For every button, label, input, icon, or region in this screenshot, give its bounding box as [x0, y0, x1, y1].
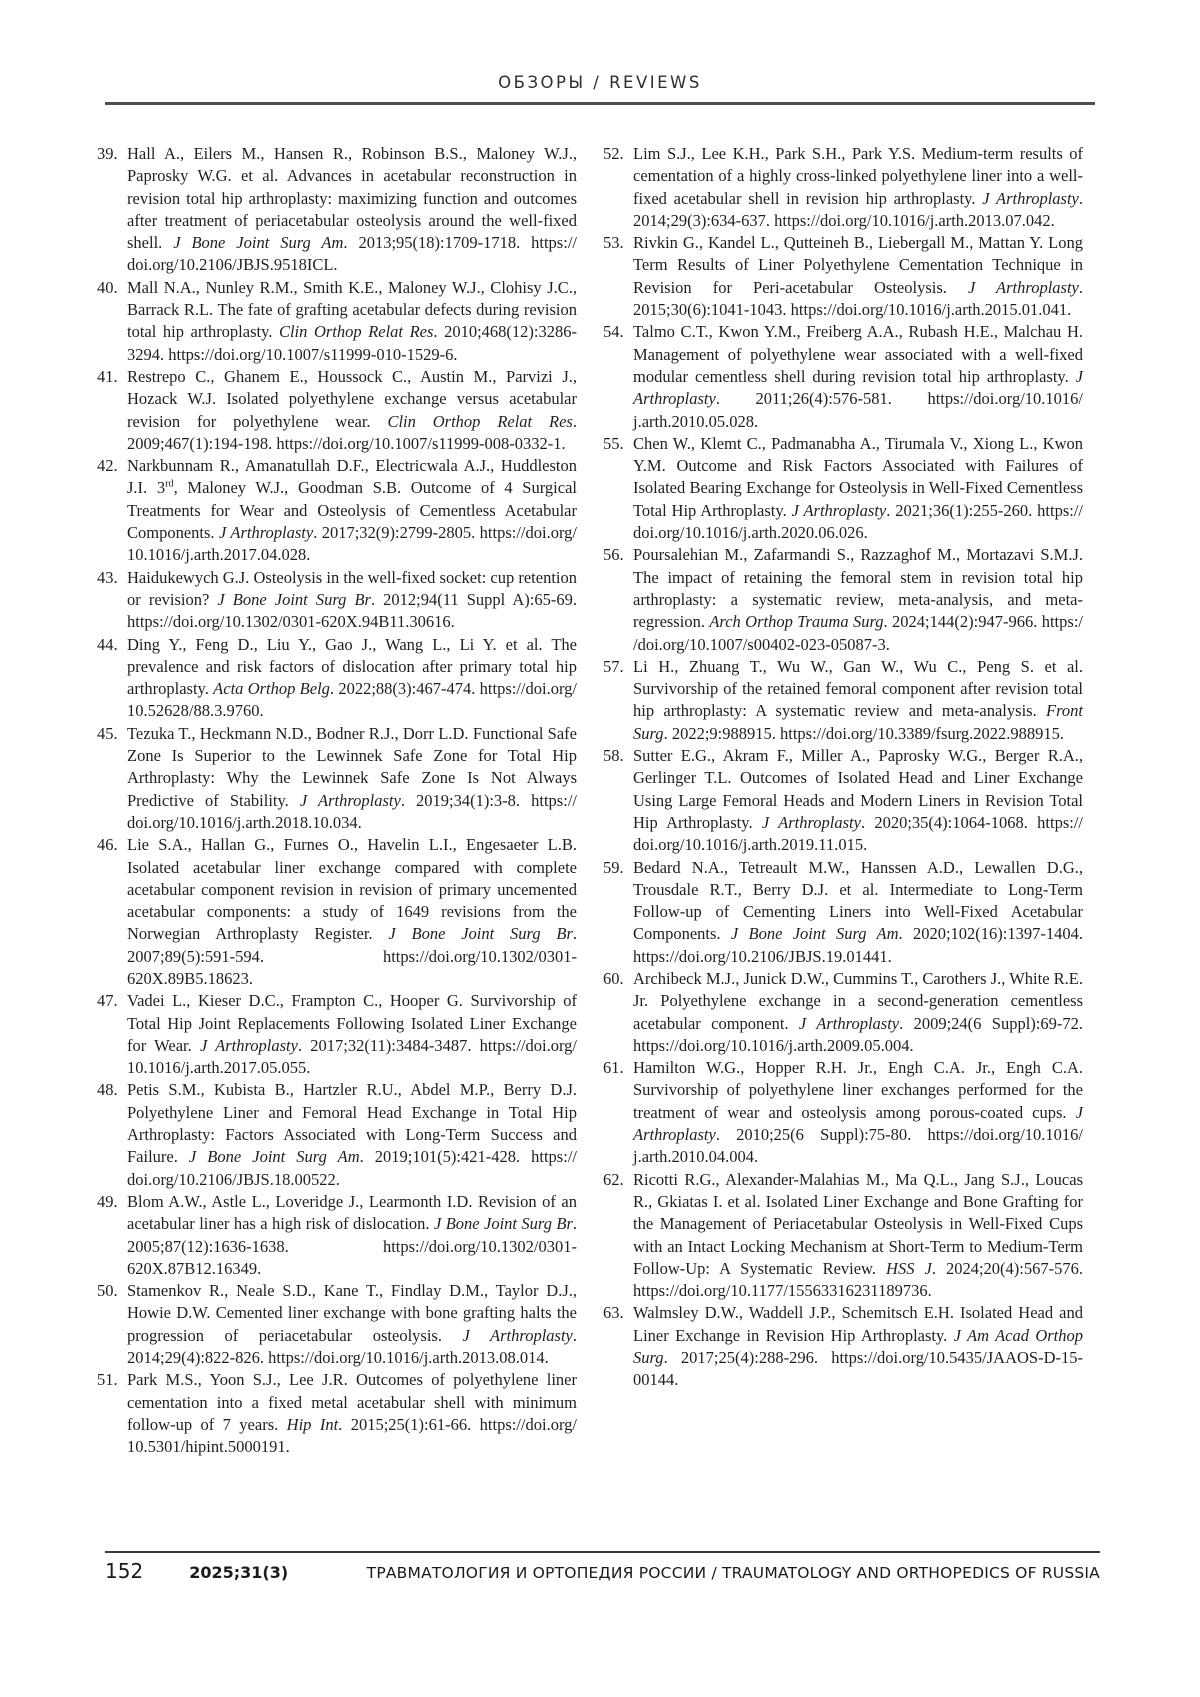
- reference-text: Hamilton W.G., Hopper R.H. Jr., Engh C.A. Jr., Engh C.A. Survivorship of polyethylene liner exchanges performed for the treatment of wear and osteolysis among porous-coated cups. J Arthroplasty. 2010;25(6 Suppl):75-80. https:/​/​doi.org/​10.1016/​j.arth.2010.04.004.: [633, 1058, 1083, 1167]
- reference-number: 45.: [97, 723, 118, 743]
- reference-text: Restrepo C., Ghanem E., Houssock C., Austin M., Parvizi J., Hozack W.J. Isolated polyethylene exchange versus acetabular revision for polyethylene wear. Clin Orthop Relat Res. 2009;467(1):194-198. https:/​/​doi.org/​10.1007/​s11999-008-0332-1.: [127, 366, 577, 453]
- reference-item: [603, 745, 1083, 856]
- reference-item: [97, 455, 577, 566]
- page-header: [0, 0, 1200, 93]
- reference-number: 55.: [603, 433, 624, 453]
- reference-text: Poursalehian M., Zafarmandi S., Razzaghof M., Mortazavi S.M.J. The impact of retaining the femoral stem in revision total hip arthroplasty: a systematic review, meta-analysis, and meta-regression. Arch Orthop Trauma Surg. 2024;144(2):947-966. https:/​/​doi.org/​10.1007/​s00402-023-05087-3.: [633, 545, 1083, 654]
- reference-number: 54.: [603, 322, 624, 342]
- reference-number: 40.: [97, 277, 118, 297]
- reference-item: [603, 433, 1083, 544]
- reference-number: 62.: [603, 1169, 624, 1189]
- reference-number: 56.: [603, 545, 624, 565]
- references-right-column: [603, 143, 1083, 1459]
- reference-item: [97, 277, 577, 366]
- reference-number: 49.: [97, 1191, 118, 1211]
- reference-number: 59.: [603, 857, 624, 877]
- reference-item: [603, 232, 1083, 321]
- reference-text: Tezuka T., Heckmann N.D., Bodner R.J., Dorr L.D. Functional Safe Zone Is Superior to the Lewinnek Safe Zone for Total Hip Arthroplasty: Why the Lewinnek Safe Zone Is Not Always Predictive of Stability. J Arthroplasty. 2019;34(1):3-8. https:/​/​doi.org/​10.1016/​j.arth.2018.10.034.: [127, 723, 577, 832]
- reference-text: Lie S.A., Hallan G., Furnes O., Havelin L.I., Engesaeter L.B. Isolated acetabular liner exchange compared with complete acetabular component revision in revision of primary uncemented acetabular components: a study of 1649 revisions from the Norwegian Arthroplasty Register. J Bone Joint Surg Br. 2007;89(5):591-594. https:/​/​doi.org/​10.1302/​0301-620X.89B5.18623.: [127, 835, 577, 988]
- issue-label: 2025;31(3): [189, 1563, 289, 1582]
- reference-number: 57.: [603, 656, 624, 676]
- reference-item: [603, 143, 1083, 232]
- reference-number: 50.: [97, 1281, 118, 1301]
- reference-number: 41.: [97, 366, 118, 386]
- reference-item: [97, 1079, 577, 1190]
- reference-text: Walmsley D.W., Waddell J.P., Schemitsch E.H. Isolated Head and Liner Exchange in Revision Hip Arthroplasty. J Am Acad Orthop Surg. 2017;25(4):288-296. https:/​/​doi.org/​10.5435/​JAAOS-D-15-00144.: [633, 1303, 1083, 1390]
- reference-text: Li H., Zhuang T., Wu W., Gan W., Wu C., Peng S. et al. Survivorship of the retained femoral component after revision total hip arthroplasty: A systematic review and meta-analysis. Front Surg. 2022;9:988915. https:/​/​doi.org/​10.3389/​fsurg.2022.988915.: [633, 656, 1083, 743]
- reference-text: Hall A., Eilers M., Hansen R., Robinson B.S., Maloney W.J., Paprosky W.G. et al. Advances in acetabular reconstruction in revision total hip arthroplasty: maximizing function and outcomes after treatment of periacetabular osteolysis around the well-fixed shell. J Bone Joint Surg Am. 2013;95(18):1709-1718. https:/​/​doi.org/​10.2106/​JBJS.9518ICL.: [127, 144, 577, 275]
- page-number: 152: [105, 1559, 144, 1583]
- reference-number: 52.: [603, 144, 624, 163]
- reference-text: Rivkin G., Kandel L., Qutteineh B., Liebergall M., Mattan Y. Long Term Results of Liner Polyethylene Cementation Technique in Revision for Peri-acetabular Osteolysis. J Arthroplasty. 2015;30(6):1041-1043. https:/​/​doi.org/​10.1016/​j.arth.2015.01.041.: [633, 233, 1083, 320]
- reference-item: [97, 723, 577, 834]
- reference-text: Mall N.A., Nunley R.M., Smith K.E., Maloney W.J., Clohisy J.C., Barrack R.L. The fate of grafting acetabular defects during revision total hip arthroplasty. Clin Orthop Relat Res. 2010;468(12):3286-3294. https:/​/​doi.org/​10.1007/​s11999-010-1529-6.: [127, 277, 577, 364]
- reference-text: Bedard N.A., Tetreault M.W., Hanssen A.D., Lewallen D.G., Trousdale R.T., Berry D.J. et al. Intermediate to Long-Term Follow-up of Cementing Liners into Well-Fixed Acetabular Components. J Bone Joint Surg Am. 2020;102(16):1397-1404. https:/​/​doi.org/​10.2106/​JBJS.19.01441.: [633, 857, 1084, 966]
- reference-number: 60.: [603, 968, 624, 988]
- reference-item: [603, 656, 1083, 745]
- reference-text: Stamenkov R., Neale S.D., Kane T., Findlay D.M., Taylor D.J., Howie D.W. Cemented liner exchange with bone grafting halts the progression of periacetabular osteolysis. J Arthroplasty. 2014;29(4):822-826. https:/​/​doi.org/​10.1016/​j.arth.2013.08.014.: [127, 1281, 577, 1368]
- reference-item: [97, 1280, 577, 1369]
- reference-text: Park M.S., Yoon S.J., Lee J.R. Outcomes of polyethylene liner cementation into a fixed metal acetabular shell with minimum follow-up of 7 years. Hip Int. 2015;25(1):61-66. https:/​/​doi.org/​10.5301/​hipint.5000191.: [127, 1370, 577, 1457]
- reference-text: Sutter E.G., Akram F., Miller A., Paprosky W.G., Berger R.A., Gerlinger T.L. Outcomes of Isolated Head and Liner Exchange Using Large Femoral Heads and Modern Liners in Revision Total Hip Arthroplasty. J Arthroplasty. 2020;35(4):1064-1068. https:/​/​doi.org/​10.1016/​j.arth.2019.11.015.: [633, 746, 1083, 855]
- footer-rule: [105, 1551, 1100, 1553]
- references-left-column: [97, 143, 577, 1459]
- reference-item: [603, 1057, 1083, 1168]
- reference-item: [97, 990, 577, 1079]
- reference-text: Talmo C.T., Kwon Y.M., Freiberg A.A., Rubash H.E., Malchau H. Management of polyethylene wear associated with a well-fixed modular cementless shell during revision total hip arthroplasty. J Arthroplasty. 2011;26(4):576-581. https:/​/​doi.org/​10.1016/​j.arth.2010.05.028.: [633, 322, 1083, 431]
- reference-text: Chen W., Klemt C., Padmanabha A., Tirumala V., Xiong L., Kwon Y.M. Outcome and Risk Factors Associated with Failures of Isolated Bearing Exchange for Osteolysis in Well-Fixed Cementless Total Hip Arthroplasty. J Arthroplasty. 2021;36(1):255-260. https:/​/​doi.org/​10.1016/​j.arth.2020.06.026.: [633, 433, 1083, 543]
- journal-title: ТРАВМАТОЛОГИЯ И ОРТОПЕДИЯ РОССИИ / TRAUMATOLOGY AND ORTHOPEDICS OF RUSSIA: [366, 1564, 1100, 1582]
- reference-item: [97, 1369, 577, 1458]
- reference-item: [97, 834, 577, 990]
- reference-item: [603, 1169, 1083, 1303]
- reference-number: 43.: [97, 567, 118, 587]
- reference-number: 58.: [603, 746, 624, 766]
- reference-number: 46.: [97, 835, 118, 855]
- reference-number: 51.: [97, 1370, 118, 1390]
- reference-item: [603, 321, 1083, 432]
- reference-item: [603, 1302, 1083, 1391]
- header-rule: [105, 102, 1095, 105]
- reference-list-right: [603, 143, 1083, 1392]
- reference-list-left: [97, 143, 577, 1459]
- reference-item: [603, 544, 1083, 655]
- reference-item: [97, 567, 577, 634]
- reference-text: Blom A.W., Astle L., Loveridge J., Learmonth I.D. Revision of an acetabular liner has a high risk of dislocation. J Bone Joint Surg Br. 2005;87(12):1636-1638. https:/​/​doi.org/​10.1302/​0301-620X.87B12.16349.: [127, 1191, 578, 1278]
- reference-number: 61.: [603, 1058, 624, 1078]
- reference-number: 42.: [97, 456, 118, 476]
- reference-text: Ricotti R.G., Alexander-Malahias M., Ma Q.L., Jang S.J., Loucas R., Gkiatas I. et al. Isolated Liner Exchange and Bone Grafting for the Management of Periacetabular Osteolysis in Well-Fixed Cups with an Intact Locking Mechanism at Short-Term to Medium-Term Follow-Up: A Systematic Review. HSS J. 2024;20(4):567-576. https:/​/​doi.org/​10.1177/​15563316231189736.: [633, 1169, 1083, 1301]
- reference-item: [603, 857, 1083, 968]
- running-head-title: ОБЗОРЫ / REVIEWS: [498, 73, 702, 92]
- reference-item: [603, 968, 1083, 1057]
- reference-item: [97, 634, 577, 723]
- reference-number: 39.: [97, 144, 118, 163]
- reference-text: Narkbunnam R., Amanatullah D.F., Electricwala A.J., Huddleston J.I. 3rd, Maloney W.J., Goodman S.B. Outcome of 4 Surgical Treatments for Wear and Osteolysis of Cementless Acetabular Components. J Arthroplasty. 2017;32(9):2799-2805. https:/​/​doi.org/​10.1016/​j.arth.2017.04.028.: [127, 456, 577, 565]
- reference-number: 53.: [603, 233, 624, 253]
- reference-number: 63.: [603, 1303, 624, 1323]
- references-section: [97, 143, 1083, 1459]
- reference-number: 47.: [97, 991, 118, 1011]
- reference-text: Archibeck M.J., Junick D.W., Cummins T., Carothers J., White R.E. Jr. Polyethylene exchange in a second-generation cementless acetabular component. J Arthroplasty. 2009;24(6 Suppl):69-72. https:/​/​doi.org/​10.1016/​j.arth.2009.05.004.: [633, 968, 1083, 1055]
- reference-text: Petis S.M., Kubista B., Hartzler R.U., Abdel M.P., Berry D.J. Polyethylene Liner and Femoral Head Exchange in Total Hip Arthroplasty: Factors Associated with Long-Term Success and Failure. J Bone Joint Surg Am. 2019;101(5):421-428. https:/​/​doi.org/​10.2106/​JBJS.18.00522.: [127, 1080, 577, 1189]
- reference-text: Vadei L., Kieser D.C., Frampton C., Hooper G. Survivorship of Total Hip Joint Replacements Following Isolated Liner Exchange for Wear. J Arthroplasty. 2017;32(11):3484-3487. https:/​/​doi.org/​10.1016/​j.arth.2017.05.055.: [127, 991, 577, 1078]
- reference-number: 44.: [97, 634, 118, 654]
- reference-text: Ding Y., Feng D., Liu Y., Gao J., Wang L., Li Y. et al. The prevalence and risk factors of dislocation after primary total hip arthroplasty. Acta Orthop Belg. 2022;88(3):467-474. https:/​/​doi.org/​10.52628/​88.3.9760.: [127, 634, 577, 721]
- reference-text: Lim S.J., Lee K.H., Park S.H., Park Y.S. Medium-term results of cementation of a highly cross-linked polyethylene liner into a well-fixed acetabular shell in revision hip arthroplasty. J Arthroplasty. 2014;29(3):634-637. https:/​/​doi.org/​10.1016/​j.arth.2013.07.042.: [633, 144, 1083, 230]
- reference-item: [97, 1191, 577, 1280]
- page-footer: [105, 1559, 1100, 1583]
- reference-item: [97, 143, 577, 277]
- reference-number: 48.: [97, 1080, 118, 1100]
- reference-text: Haidukewych G.J. Osteolysis in the well-fixed socket: cup retention or revision? J Bone Joint Surg Br. 2012;94(11 Suppl A):65-69. https:/​/​doi.org/​10.1302/​0301-620X.94B11.30616.: [127, 567, 577, 632]
- reference-item: [97, 366, 577, 455]
